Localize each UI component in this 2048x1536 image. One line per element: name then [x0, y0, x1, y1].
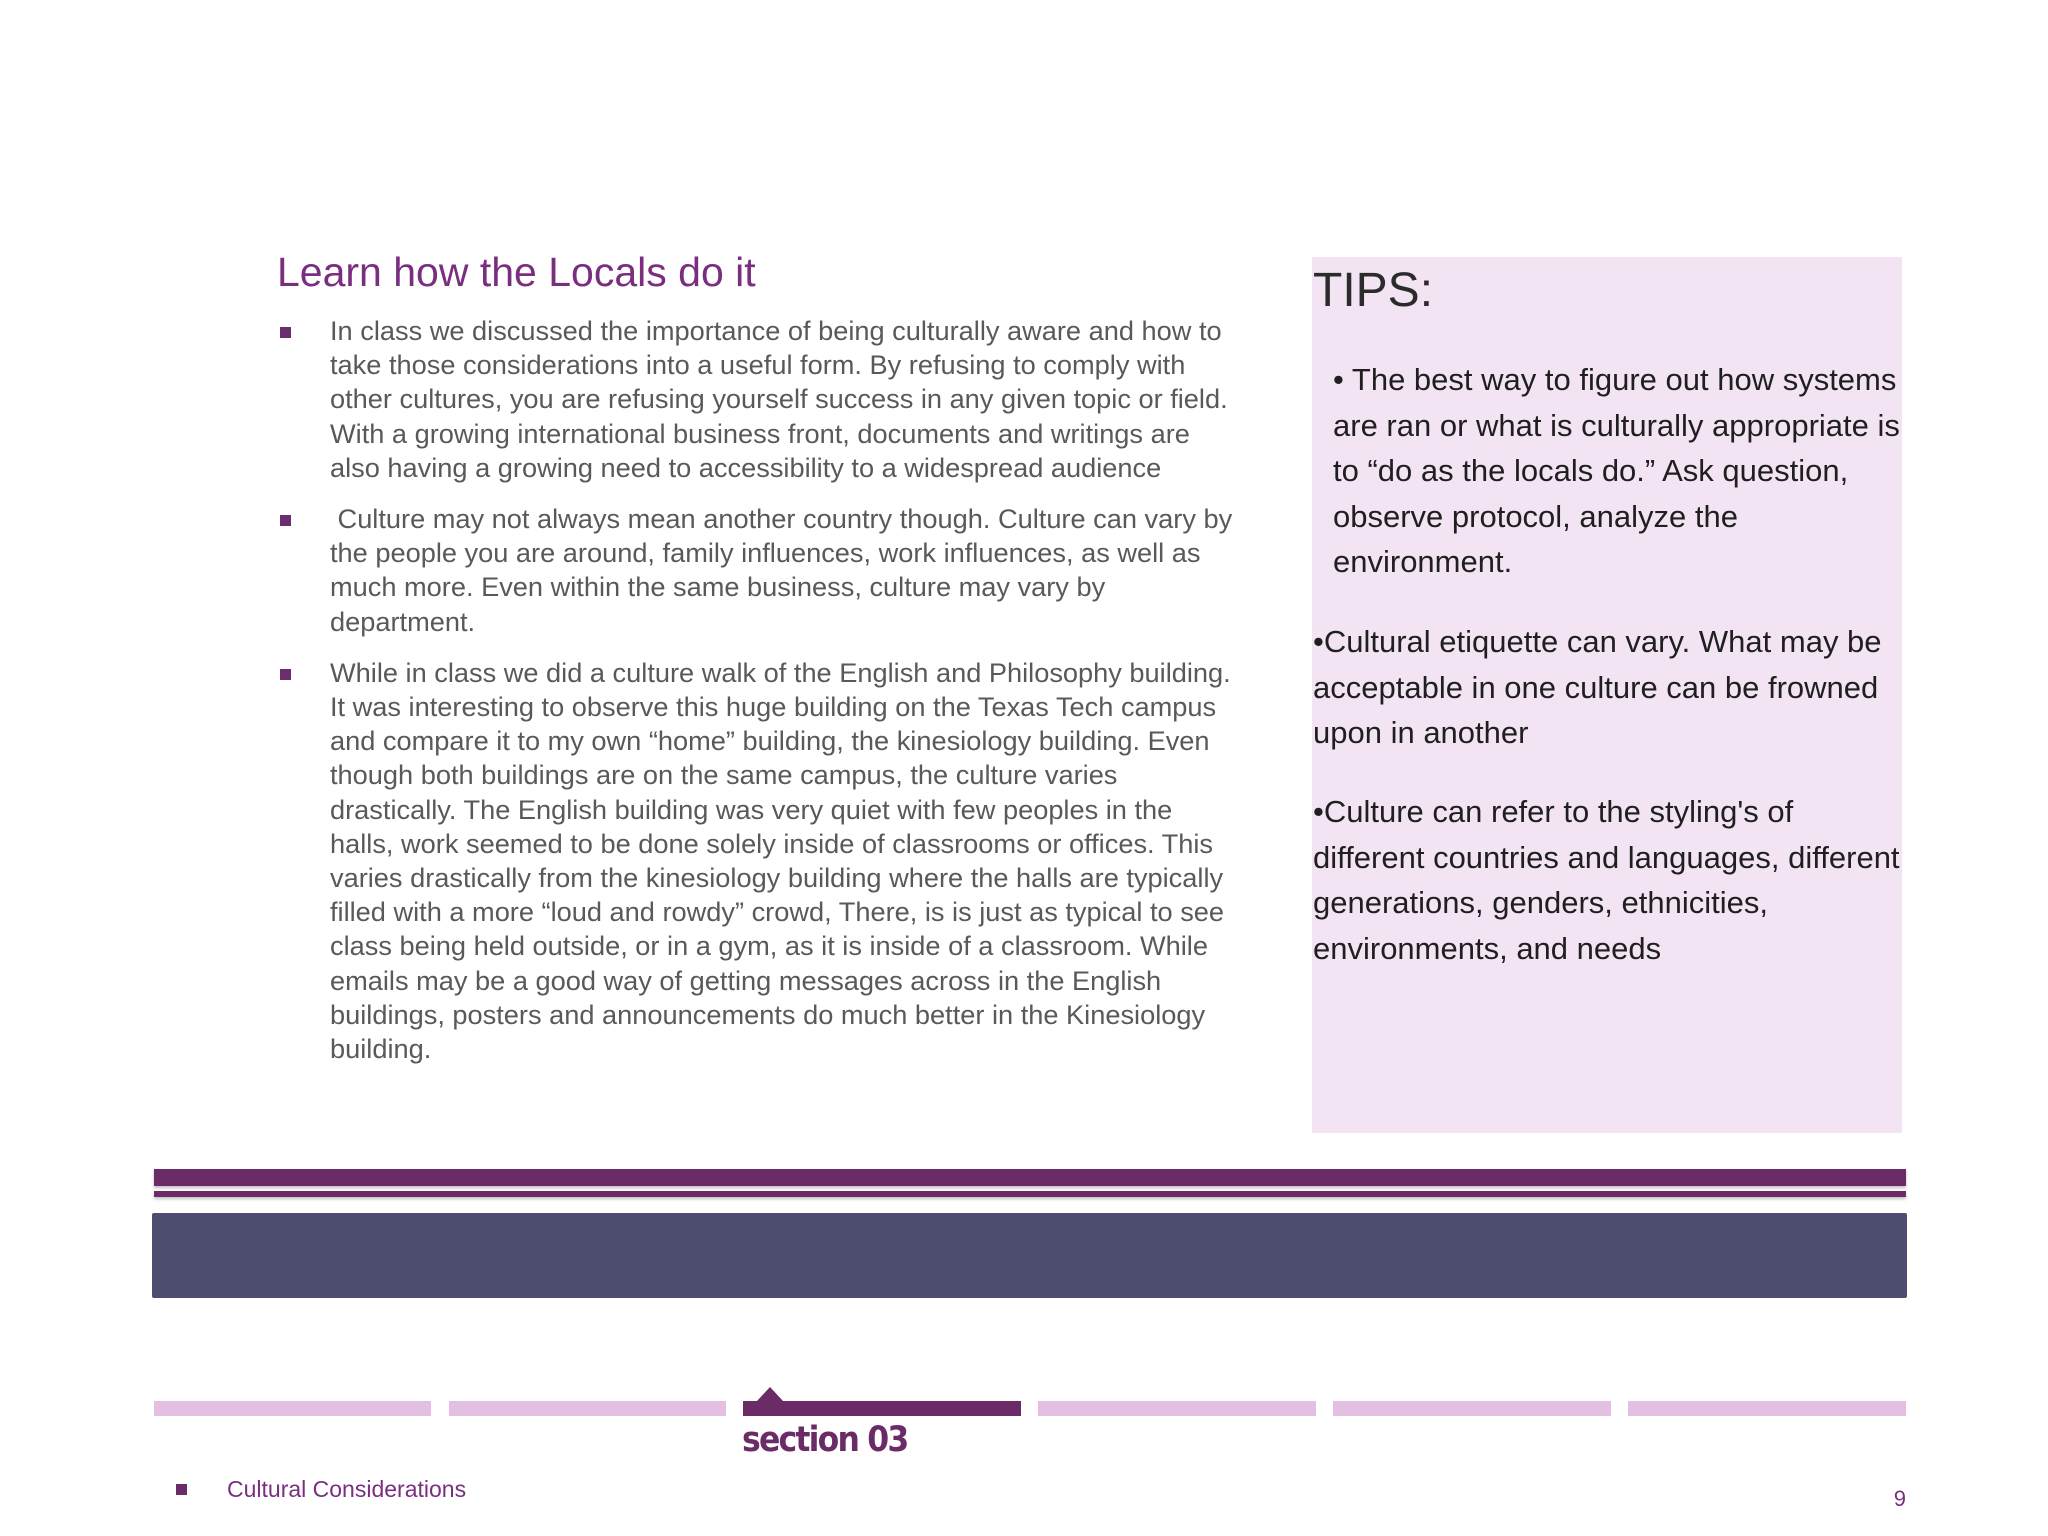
page-number: 9 — [1893, 1486, 1906, 1511]
bullet-item — [277, 656, 1237, 1066]
footer-title: Cultural Considerations — [227, 1476, 467, 1502]
bullet-item — [277, 314, 1237, 485]
current-section-pointer-icon — [757, 1387, 783, 1401]
section-label: section 03 — [742, 1420, 908, 1460]
divider-rule — [154, 1191, 1906, 1197]
footer-band — [152, 1213, 1907, 1298]
square-bullet-icon — [280, 515, 291, 526]
section-nav-segment[interactable] — [1333, 1401, 1611, 1416]
tips-title: TIPS: — [1313, 264, 1434, 317]
tip-item: •Culture can refer to the styling's of different countries and languages, different generations, genders, ethnicities, environments, and needs — [1313, 794, 1900, 966]
section-nav-segment[interactable] — [449, 1401, 726, 1416]
section-nav-segment[interactable] — [1628, 1401, 1906, 1416]
tip-item: • The best way to figure out how systems are ran or what is culturally appropriate is to “do as the locals do.” Ask question, observe protocol, analyze the environment. — [1333, 362, 1900, 579]
main-bullet-list — [277, 314, 1237, 1083]
square-bullet-icon — [280, 669, 291, 680]
bullet-item — [277, 502, 1237, 639]
section-nav-segment-active[interactable] — [743, 1401, 1021, 1416]
square-bullet-icon — [176, 1484, 187, 1495]
slide-title: Learn how the Locals do it — [277, 249, 756, 295]
divider-rule — [154, 1169, 1906, 1186]
bullet-text: In class we discussed the importance of being culturally aware and how to take those considerations into a useful form. By refusing to comply with other cultures, you are refusing yourself success in any given topic or field. With a growing international business front, documents and writings are also having a growing need to accessibility to a widespread audience — [330, 315, 1228, 483]
section-nav-segment[interactable] — [154, 1401, 431, 1416]
bullet-text: While in class we did a culture walk of the English and Philosophy building. It was interesting to observe this huge building on the Texas Tech campus and compare it to my own “home” building, the kinesiology building. Even though both buildings are on the same campus, the culture varies drastically. The English building was very quiet with few peoples in the halls, work seemed to be done solely inside of classrooms or offices. This varies drastically from the kinesiology building where the halls are typically filled with a more “loud and rowdy” crowd, There, is is just as typical to see class being held outside, or in a gym, as it is inside of a classroom. While emails may be a good way of getting messages across in the English buildings, posters and announcements do much better in the Kinesiology building. — [330, 656, 1231, 1065]
bullet-text: Culture may not always mean another country though. Culture can vary by the people you are around, family influences, work influences, as well as much more. Even within the same business, culture may vary by department. — [330, 503, 1233, 637]
tip-item: •Cultural etiquette can vary. What may be acceptable in one culture can be frowned upon in another — [1313, 624, 1882, 750]
square-bullet-icon — [280, 327, 291, 338]
section-nav-segment[interactable] — [1038, 1401, 1316, 1416]
